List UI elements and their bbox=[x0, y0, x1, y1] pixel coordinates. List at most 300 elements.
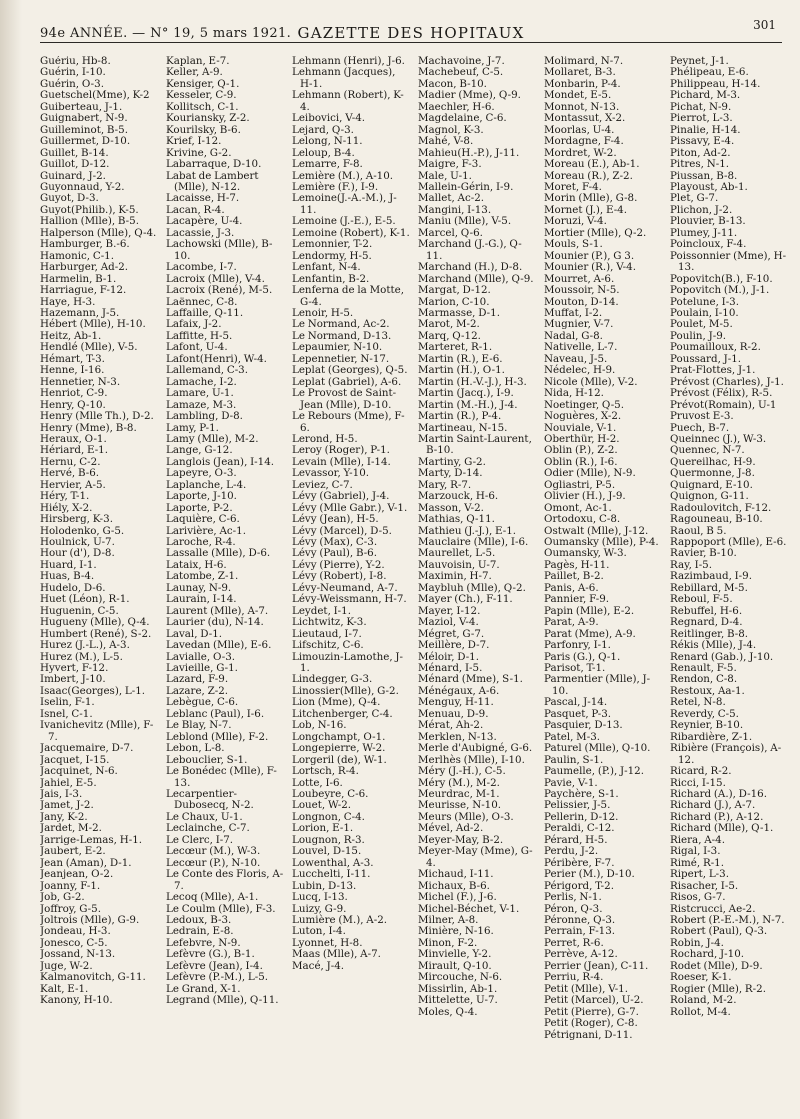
index-entry: Mortier (Mlle), Q-2. bbox=[544, 226, 647, 239]
index-entry: Ribardière, Z-1. bbox=[670, 730, 753, 743]
index-entry: Meillère, D-7. bbox=[418, 639, 490, 652]
index-entry: Ménard (Mme), S-1. bbox=[418, 673, 523, 686]
index-entry: Lejard, Q-3. bbox=[292, 123, 354, 136]
index-entry: Marcel, Q-6. bbox=[418, 226, 483, 239]
index-entry: Milner, A-8. bbox=[418, 913, 479, 926]
index-entry: Roeser, K-1. bbox=[670, 971, 732, 984]
index-entry: Longnon, C-4. bbox=[292, 810, 365, 823]
index-entry: Morin (Mlle), G-8. bbox=[544, 192, 638, 205]
index-entry: Queinnec (J.), W-3. bbox=[670, 432, 767, 445]
index-entry: Lenfant, N-4. bbox=[292, 261, 361, 274]
index-entry: Longepierre, W-2. bbox=[292, 742, 386, 755]
index-entry: Huguenin, C-5. bbox=[40, 604, 119, 617]
index-entry: Perriu, R-4. bbox=[544, 971, 604, 984]
index-entry: Lougnon, R-3. bbox=[292, 833, 365, 846]
index-entry: Maximin, H-7. bbox=[418, 570, 492, 583]
index-entry: Oumansky (Mlle), P-4. bbox=[544, 536, 659, 549]
index-entry: Pruvost E-3. bbox=[670, 410, 734, 423]
index-entry: Menuau, D-9. bbox=[418, 707, 489, 720]
index-entry: Marq, Q-12. bbox=[418, 329, 481, 342]
index-entry: Mahieu(H.-P.), J-11. bbox=[418, 146, 520, 159]
index-entry: Mahé, V-8. bbox=[418, 135, 474, 148]
index-entry: Lucq, I-13. bbox=[292, 891, 348, 904]
index-entry: Heitz, Ab-1. bbox=[40, 329, 102, 342]
index-entry: Haye, H-3. bbox=[40, 295, 96, 308]
index-entry: Lemarre, F-8. bbox=[292, 158, 363, 171]
index-entry: Kanony, H-10. bbox=[40, 994, 113, 1007]
index-entry: Guilleminot, B-5. bbox=[40, 123, 128, 136]
index-entry: Lacassie, J-3. bbox=[166, 226, 235, 239]
index-entry: Pagès, H-11. bbox=[544, 558, 610, 571]
index-entry: Krivine, G-2. bbox=[166, 146, 232, 159]
index-entry: Leplat (Gabriel), A-6. bbox=[292, 375, 402, 388]
index-entry: Leroy (Roger), P-1. bbox=[292, 444, 390, 457]
index-entry: Mégret, G-7. bbox=[418, 627, 485, 640]
index-entry: Richard (A.), D-16. bbox=[670, 788, 767, 800]
index-entry: Rochard, J-10. bbox=[670, 948, 745, 961]
index-entry: Perret, R-6. bbox=[544, 936, 604, 949]
index-entry: Pasquier, D-13. bbox=[544, 719, 623, 732]
index-entry: Mathieu (J.-J.), E-1. bbox=[418, 524, 517, 537]
index-entry: Laurent (Mlle), A-7. bbox=[166, 604, 269, 617]
index-entry: Méry (J.-H.), C-5. bbox=[418, 765, 506, 778]
index-entry: Lelong, N-11. bbox=[292, 135, 363, 148]
index-entry: Phélipeau, E-6. bbox=[670, 66, 749, 79]
index-entry: Richard (Mlle), Q-1. bbox=[670, 822, 774, 835]
index-entry: Kesseler, C-9. bbox=[166, 89, 237, 102]
index-entry: Legrand (Mlle), Q-11. bbox=[166, 994, 279, 1007]
index-entry: Lamaze, M-3. bbox=[166, 398, 237, 411]
index-entry: Le Blay, N-7. bbox=[166, 719, 232, 732]
index-entry: Maurellet, L-5. bbox=[418, 547, 496, 560]
index-entry: Huas, B-4. bbox=[40, 570, 95, 583]
index-entry: Levassor, Y-10. bbox=[292, 467, 370, 480]
index-entry: Lenfantin, B-2. bbox=[292, 272, 370, 285]
index-entry: Leydet, I-1. bbox=[292, 604, 351, 617]
index-entry: Hervé, B-6. bbox=[40, 467, 100, 480]
index-entry: Rendon, C-8. bbox=[670, 673, 738, 686]
index-entry: Pannier, F-9. bbox=[544, 593, 610, 606]
index-entry: Laënnec, C-8. bbox=[166, 295, 238, 308]
index-entry: Huard, I-1. bbox=[40, 558, 97, 571]
index-entry: Rodet (Mlle), D-9. bbox=[670, 959, 763, 972]
index-entry: Popovitch (M.), J-1. bbox=[670, 284, 770, 297]
index-column bbox=[166, 56, 284, 1112]
index-entry: Hernu, C-2. bbox=[40, 455, 101, 468]
index-entry: Mouls, S-1. bbox=[544, 238, 603, 251]
index-entry: Latombe, Z-1. bbox=[166, 570, 239, 583]
index-entry: Quermonne, J-8. bbox=[670, 467, 755, 480]
index-entry: Lenoir, H-5. bbox=[292, 306, 354, 319]
index-entry: Missirlin, Ab-1. bbox=[418, 982, 498, 995]
index-entry: Lavedan (Mlle), E-6. bbox=[166, 639, 272, 652]
index-entry: Monnot, N-13. bbox=[544, 100, 620, 113]
index-entry: Merle d'Aubigné, G-6. bbox=[418, 742, 533, 755]
index-entry: Marchand (Mlle), Q-9. bbox=[418, 272, 534, 285]
index-entry: Petit (Mlle), V-1. bbox=[544, 982, 628, 995]
index-entry: Marot, M-2. bbox=[418, 318, 480, 331]
index-entry: Harburger, Ad-2. bbox=[40, 261, 129, 274]
index-entry: Minon, F-2. bbox=[418, 936, 478, 949]
index-entry: Risacher, I-5. bbox=[670, 879, 739, 892]
index-entry: Oberthür, H-2. bbox=[544, 432, 620, 445]
index-entry: Lafaix, J-2. bbox=[166, 318, 222, 331]
index-entry: Panis, A-6. bbox=[544, 581, 599, 594]
index-entry: Prévost (Félix), R-5. bbox=[670, 387, 773, 400]
index-entry: Restoux, Aa-1. bbox=[670, 684, 745, 697]
index-entry: Plet, G-7. bbox=[670, 192, 719, 205]
index-entry: Lion (Mme), Q-4. bbox=[292, 696, 381, 709]
index-entry: Noetinger, Q-5. bbox=[544, 398, 625, 411]
index-entry: Mordagne, F-4. bbox=[544, 135, 624, 148]
index-entry: Ivanichevitz (Mlle), F-7. bbox=[40, 719, 154, 743]
index-entry: Guignabert, N-9. bbox=[40, 112, 128, 125]
index-entry: Jahiel, E-5. bbox=[40, 776, 97, 789]
index-entry: Male, U-1. bbox=[418, 169, 472, 182]
index-entry: Pascal, J-14. bbox=[544, 696, 608, 709]
index-entry: Reboul, F-5. bbox=[670, 593, 733, 606]
index-entry: Meyer-May (Mme), G-4. bbox=[418, 845, 533, 869]
index-entry: Rékis (Mlle), J-4. bbox=[670, 639, 757, 652]
index-entry: Maas (Mlle), A-7. bbox=[292, 948, 381, 961]
index-entry: Harriague, F-12. bbox=[40, 284, 127, 297]
index-entry: Lemoine(J.-A.-M.), J-11. bbox=[292, 192, 397, 216]
index-entry: Poulet, M-5. bbox=[670, 318, 733, 331]
index-entry: Poumailloux, R-2. bbox=[670, 341, 761, 354]
index-entry: Hazemann, J-5. bbox=[40, 306, 120, 319]
index-entry: Lieutaud, I-7. bbox=[292, 627, 362, 640]
index-entry: Leibovici, V-4. bbox=[292, 112, 366, 125]
index-entry: Pichat, N-9. bbox=[670, 100, 732, 113]
index-entry: Laval, D-1. bbox=[166, 627, 223, 640]
index-entry: Le Rebours (Mme), F-6. bbox=[292, 410, 405, 434]
index-entry: Minvielle, Y-2. bbox=[418, 948, 492, 961]
index-entry: Lebègue, C-6. bbox=[166, 696, 239, 709]
index-entry: Laquière, C-6. bbox=[166, 513, 240, 526]
index-entry: Lévy (Paul), B-6. bbox=[292, 547, 378, 560]
index-entry: Lubin, D-13. bbox=[292, 879, 357, 892]
index-columns bbox=[40, 56, 796, 1112]
index-entry: Martin (R.), P-4. bbox=[418, 410, 502, 423]
index-entry: Machavoine, J-7. bbox=[418, 56, 505, 67]
index-entry: Laffitte, H-5. bbox=[166, 329, 233, 342]
index-entry: Hyvert, F-12. bbox=[40, 662, 109, 675]
index-entry: Linossier(Mlle), G-2. bbox=[292, 684, 399, 697]
index-entry: Lange, G-12. bbox=[166, 444, 233, 457]
index-entry: Lebon, L-8. bbox=[166, 742, 225, 755]
index-entry: Pellerin, D-12. bbox=[544, 810, 619, 823]
index-entry: Jarrige-Lemas, H-1. bbox=[40, 833, 143, 846]
index-entry: Nouviale, V-1. bbox=[544, 421, 617, 434]
index-entry: Méloir, D-1. bbox=[418, 650, 480, 663]
index-entry: Laporte, P-2. bbox=[166, 501, 233, 514]
index-entry: Leplat (Georges), Q-5. bbox=[292, 364, 408, 377]
index-entry: Lapeyre, O-3. bbox=[166, 467, 237, 480]
index-entry: Lamy, P-1. bbox=[166, 421, 219, 434]
index-entry: Martin (H.), O-1. bbox=[418, 364, 505, 377]
index-entry: Péribère, F-7. bbox=[544, 856, 615, 869]
index-entry: Quignon, G-11. bbox=[670, 490, 749, 503]
index-entry: Jamet, J-2. bbox=[40, 799, 94, 812]
index-entry: Lafont, U-4. bbox=[166, 341, 228, 354]
index-entry: Mittelette, U-7. bbox=[418, 994, 498, 1007]
index-entry: Mallet, Ac-2. bbox=[418, 192, 485, 205]
index-entry: Marion, C-10. bbox=[418, 295, 490, 308]
index-column bbox=[418, 56, 536, 1112]
index-entry: Lenferna de la Motte, G-4. bbox=[292, 284, 404, 308]
index-entry: Pinalie, H-14. bbox=[670, 123, 741, 136]
index-entry: Petit (Pierre), G-7. bbox=[544, 1005, 639, 1018]
index-entry: Mary, R-7. bbox=[418, 478, 472, 491]
index-entry: Mircouche, N-6. bbox=[418, 971, 503, 984]
index-entry: Labat de Lambert (Mlle), N-12. bbox=[166, 169, 259, 193]
index-entry: Job, G-2. bbox=[40, 891, 85, 904]
index-entry: Lamy (Mlle), M-2. bbox=[166, 432, 259, 445]
index-entry: Méry (M.), M-2. bbox=[418, 776, 500, 789]
index-entry: Michel-Béchet, V-1. bbox=[418, 902, 520, 915]
index-entry: Hériard, E-1. bbox=[40, 444, 108, 457]
index-entry: Richard (P.), A-12. bbox=[670, 810, 764, 823]
index-entry: Piton, Ad-2. bbox=[670, 146, 731, 159]
index-entry: Martin (R.), E-6. bbox=[418, 352, 503, 365]
index-entry: Guérin, O-3. bbox=[40, 77, 104, 90]
index-entry: Lavialle, O-3. bbox=[166, 650, 236, 663]
index-entry: Leclainche, C-7. bbox=[166, 822, 250, 835]
index-entry: Joanny, F-1. bbox=[40, 879, 101, 892]
index-entry: Humbert (René), S-2. bbox=[40, 627, 152, 640]
index-entry: Plumey, J-11. bbox=[670, 226, 738, 239]
index-entry: Quignard, E-10. bbox=[670, 478, 753, 491]
index-entry: Heraux, O-1. bbox=[40, 432, 107, 445]
index-entry: Popovitch(B.), F-10. bbox=[670, 272, 773, 285]
index-entry: Hirsberg, K-3. bbox=[40, 513, 113, 526]
index-entry: Le Coulm (Mlle), F-3. bbox=[166, 902, 276, 915]
index-entry: Hamonic, C-1. bbox=[40, 249, 115, 262]
index-entry: Levain (Mlle), I-14. bbox=[292, 455, 391, 468]
index-entry: Mangini, I-13. bbox=[418, 203, 492, 216]
index-entry: Odier (Mlle), N-9. bbox=[544, 467, 636, 480]
index-entry: Rappoport (Mlle), E-6. bbox=[670, 536, 787, 549]
index-entry: Pelissier, J-5. bbox=[544, 799, 611, 812]
index-entry: Martin (H.-V.-J.), H-3. bbox=[418, 375, 527, 388]
index-entry: Jeanjean, O-2. bbox=[40, 868, 114, 881]
index-entry: Moruzi, V-4. bbox=[544, 215, 607, 228]
index-entry: Prévost (Charles), J-1. bbox=[670, 375, 784, 388]
index-entry: Lumière (M.), A-2. bbox=[292, 913, 388, 926]
index-entry: Marzouck, H-6. bbox=[418, 490, 499, 503]
index-entry: Lazard, F-9. bbox=[166, 673, 229, 686]
index-entry: Lacaisse, H-7. bbox=[166, 192, 240, 205]
index-entry: Lévy-Weissmann, H-7. bbox=[292, 593, 407, 606]
index-entry: Macon, B-10. bbox=[418, 77, 487, 90]
index-entry: Lepennetier, N-17. bbox=[292, 352, 390, 365]
index-entry: Juge, W-2. bbox=[40, 959, 93, 972]
index-entry: Pissavy, E-4. bbox=[670, 135, 735, 148]
index-entry: Mordret, W-2. bbox=[544, 146, 617, 159]
index-entry: Le Normand, Ac-2. bbox=[292, 318, 390, 331]
index-entry: Lévy (Robert), I-8. bbox=[292, 570, 387, 583]
index-entry: Jonesco, C-5. bbox=[40, 936, 108, 949]
index-entry: Nadal, G-8. bbox=[544, 329, 603, 342]
index-entry: Guetschel(Mme), K-2 bbox=[40, 89, 150, 102]
index-entry: Leviez, C-7. bbox=[292, 478, 353, 491]
index-entry: Laffaille, Q-11. bbox=[166, 306, 244, 319]
index-entry: Jacquemaire, D-7. bbox=[40, 742, 134, 755]
index-entry: Reverdy, C-5. bbox=[670, 707, 739, 720]
index-entry: Parat (Mme), A-9. bbox=[544, 627, 636, 640]
index-entry: Jacquinet, N-6. bbox=[40, 765, 118, 778]
index-entry: Playoust, Ab-1. bbox=[670, 180, 748, 193]
index-entry: Oblin (R.), I-6. bbox=[544, 455, 618, 468]
index-entry: Marteret, R-1. bbox=[418, 341, 493, 354]
index-entry: Paulin, S-1. bbox=[544, 753, 604, 766]
index-entry: Mauvoisin, U-7. bbox=[418, 558, 500, 571]
index-entry: Nativelle, L-7. bbox=[544, 341, 618, 354]
index-entry: Prévot(Romain), U-1 bbox=[670, 398, 777, 411]
index-entry: Quennec, N-7. bbox=[670, 444, 745, 457]
index-entry: Meurs (Mlle), O-3. bbox=[418, 810, 514, 823]
index-entry: Lorgeril (de), W-1. bbox=[292, 753, 387, 766]
index-entry: Mayer, I-12. bbox=[418, 604, 481, 617]
index-entry: Rebuffel, H-6. bbox=[670, 604, 743, 617]
index-entry: Moret, F-4. bbox=[544, 180, 602, 193]
index-entry: Imbert, J-10. bbox=[40, 673, 106, 686]
index-entry: Halperson (Mlle), Q-4. bbox=[40, 226, 157, 239]
index-entry: Nédelec, H-9. bbox=[544, 364, 616, 377]
index-entry: Périgord, T-2. bbox=[544, 879, 614, 892]
index-entry: Kollitsch, C-1. bbox=[166, 100, 239, 113]
index-entry: Maybluh (Mlle), Q-2. bbox=[418, 581, 526, 594]
index-entry: Henry (Mme), B-8. bbox=[40, 421, 137, 434]
index-entry: Hervier, A-5. bbox=[40, 478, 106, 491]
index-entry: Mauclaire (Mlle), I-6. bbox=[418, 536, 529, 549]
index-entry: Leloup, B-4. bbox=[292, 146, 355, 159]
index-entry: Louet, W-2. bbox=[292, 799, 352, 812]
index-entry: Meurisse, N-10. bbox=[418, 799, 502, 812]
index-entry: Paillet, B-2. bbox=[544, 570, 604, 583]
index-entry: Perrève, A-12. bbox=[544, 948, 618, 961]
index-entry: Hiély, X-2. bbox=[40, 501, 93, 514]
index-entry: Mornet (J.), E-4. bbox=[544, 203, 627, 216]
index-entry: Harmelin, B-1. bbox=[40, 272, 117, 285]
index-entry: Magdelaine, C-6. bbox=[418, 112, 507, 125]
index-entry: Lehmann (Robert), K-4. bbox=[292, 89, 404, 113]
index-entry: Iselin, F-1. bbox=[40, 696, 95, 709]
index-entry: Leblond (Mlle), F-2. bbox=[166, 730, 269, 743]
index-entry: Hamburger, B.-6. bbox=[40, 238, 130, 251]
index-entry: Perdu, J-2. bbox=[544, 845, 599, 858]
index-entry: Lassalle (Mlle), D-6. bbox=[166, 547, 271, 560]
index-entry: Monbarin, P-4. bbox=[544, 77, 621, 90]
index-entry: Marmasse, D-1. bbox=[418, 306, 500, 319]
index-entry: Joltrois (Mlle), G-9. bbox=[40, 913, 140, 926]
index-entry: Ogliastri, P-5. bbox=[544, 478, 616, 491]
index-entry: Lataix, H-6. bbox=[166, 558, 227, 571]
index-entry: Moreau (R.), Z-2. bbox=[544, 169, 633, 182]
index-entry: Jais, I-3. bbox=[40, 788, 83, 800]
index-entry: Hurez (M.), L-5. bbox=[40, 650, 123, 663]
index-entry: Hémart, T-3. bbox=[40, 352, 105, 365]
issue-info: 94e ANNÉE. — N° 19, 5 mars 1921. bbox=[40, 26, 292, 41]
index-entry: Renard (Gab.), J-10. bbox=[670, 650, 774, 663]
index-entry: Langlois (Jean), I-14. bbox=[166, 455, 275, 468]
index-entry: Guyot, D-3. bbox=[40, 192, 99, 205]
index-entry: Rogier (Mlle), R-2. bbox=[670, 982, 766, 995]
index-entry: Riera, A-4. bbox=[670, 833, 725, 846]
index-entry: Omont, Ac-1. bbox=[544, 501, 612, 514]
index-entry: Launay, N-9. bbox=[166, 581, 232, 594]
index-entry: Mugnier, V-7. bbox=[544, 318, 614, 331]
index-entry: Labarraque, D-10. bbox=[166, 158, 262, 171]
index-entry: Lambling, D-8. bbox=[166, 410, 243, 423]
journal-title: GAZETTE DES HOPITAUX bbox=[297, 24, 525, 42]
index-entry: Marty, D-14. bbox=[418, 467, 483, 480]
index-entry: Mével, Ad-2. bbox=[418, 822, 484, 835]
index-entry: Lazare, Z-2. bbox=[166, 684, 229, 697]
index-entry: Jaubert, E-2. bbox=[40, 845, 106, 858]
index-entry: Lindegger, G-3. bbox=[292, 673, 373, 686]
index-entry: Lifschitz, C-6. bbox=[292, 639, 364, 652]
index-entry: Menguy, H-11. bbox=[418, 696, 494, 709]
index-entry: Ragouneau, B-10. bbox=[670, 513, 763, 526]
index-entry: Jean (Aman), D-1. bbox=[40, 856, 132, 869]
index-entry: Parmentier (Mlle), J-10. bbox=[544, 673, 651, 697]
index-entry: Jardet, M-2. bbox=[40, 822, 102, 835]
index-entry: Lamare, U-1. bbox=[166, 387, 234, 400]
index-entry: Paychère, S-1. bbox=[544, 788, 619, 800]
index-entry: Raoul, B 5. bbox=[670, 524, 727, 537]
index-entry: Parfonry, I-1. bbox=[544, 639, 611, 652]
index-entry: Le Conte des Floris, A-7. bbox=[166, 868, 284, 892]
index-entry: Maechler, H-6. bbox=[418, 100, 495, 113]
index-entry: Lallemand, C-3. bbox=[166, 364, 249, 377]
index-entry: Reitlinger, B-8. bbox=[670, 627, 749, 640]
index-entry: Margat, D-12. bbox=[418, 284, 491, 297]
index-entry: Maniu (Mlle), V-5. bbox=[418, 215, 512, 228]
index-entry: Lichtwitz, K-3. bbox=[292, 616, 367, 629]
index-entry: Pichard, M-3. bbox=[670, 89, 741, 102]
index-entry: Ricard, R-2. bbox=[670, 765, 732, 778]
index-entry: Le Grand, X-1. bbox=[166, 982, 241, 995]
page-header bbox=[40, 16, 782, 43]
index-entry: Oumansky, W-3. bbox=[544, 547, 627, 560]
index-entry: Michaud, I-11. bbox=[418, 868, 494, 881]
index-entry: Mounier (R.), V-4. bbox=[544, 261, 636, 274]
index-entry: Lob, N-16. bbox=[292, 719, 347, 732]
index-entry: Lefèvre (P.-M.), L-5. bbox=[166, 971, 269, 984]
index-entry: Guiberteau, J-1. bbox=[40, 100, 123, 113]
index-entry: Holodenko, G-5. bbox=[40, 524, 125, 537]
index-entry: Jacquet, I-15. bbox=[40, 753, 110, 766]
index-entry: Guillot, D-12. bbox=[40, 158, 110, 171]
index-entry: Parat, A-9. bbox=[544, 616, 599, 629]
index-entry: Prat-Flottes, J-1. bbox=[670, 364, 756, 377]
index-entry: Rimé, R-1. bbox=[670, 856, 725, 869]
index-entry: Luizy, G-9. bbox=[292, 902, 347, 915]
index-entry: Ortodoxu, C-8. bbox=[544, 513, 621, 526]
index-entry: Le Chaux, U-1. bbox=[166, 810, 243, 823]
index-entry: Moussoir, N-5. bbox=[544, 284, 620, 297]
index-entry: Lehmann (Jacques), H-1. bbox=[292, 66, 396, 90]
index-entry: Poulain, I-10. bbox=[670, 306, 739, 319]
index-entry: Ledrain, E-8. bbox=[166, 925, 234, 938]
index-entry: Roland, M-2. bbox=[670, 994, 737, 1007]
index-entry: Laurain, I-14. bbox=[166, 593, 237, 606]
index-entry: Jany, K-2. bbox=[40, 810, 88, 823]
index-entry: Retel, N-8. bbox=[670, 696, 726, 709]
index-entry: Lemoine (J.-E.), E-5. bbox=[292, 215, 396, 228]
index-entry: Laurier (du), N-14. bbox=[166, 616, 264, 629]
